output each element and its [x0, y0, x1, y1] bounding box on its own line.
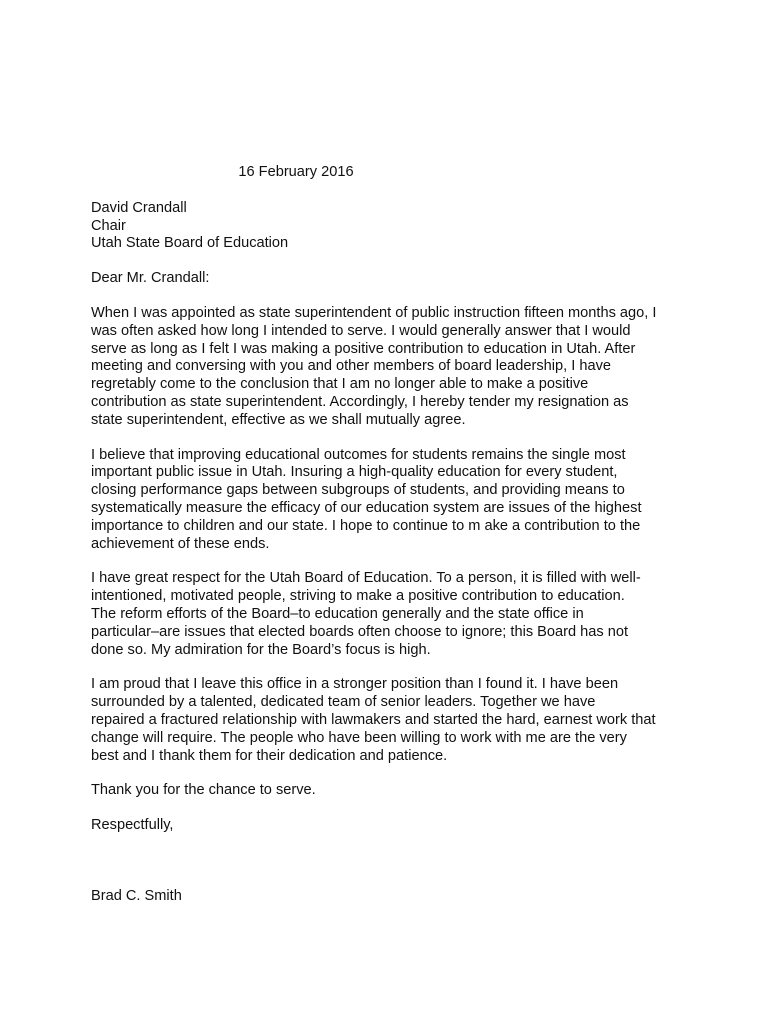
paragraph-line: closing performance gaps between subgroups of students, and providing means to [91, 482, 625, 499]
paragraph-line: intentioned, motivated people, striving to make a positive contribution to education. [91, 588, 625, 605]
paragraph-line: contribution as state superintendent. Accordingly, I hereby tender my resignation as [91, 393, 629, 410]
paragraph-line: best and I thank them for their dedication and patience. [91, 747, 448, 764]
paragraph-line: was often asked how long I intended to serve. I would generally answer that I would [91, 322, 631, 339]
recipient-block [91, 200, 691, 253]
paragraph-line: repaired a fractured relationship with lawmakers and started the hard, earnest work that [91, 711, 656, 728]
paragraph-3 [91, 570, 691, 659]
paragraph-1 [91, 305, 691, 430]
recipient-organization: Utah State Board of Education [91, 235, 289, 252]
salutation: Dear Mr. Crandall: [91, 270, 210, 287]
paragraph-line: meeting and conversing with you and other members of board leadership, I have [91, 358, 612, 375]
paragraph-line: particular–are issues that elected boards often choose to ignore; this Board has not [91, 623, 629, 640]
paragraph-4 [91, 676, 691, 765]
paragraph-line: regretably come to the conclusion that I am no longer able to make a positive [91, 376, 589, 393]
closing: Respectfully, [91, 817, 174, 834]
resignation-letter [91, 164, 691, 906]
recipient-title: Chair [91, 217, 126, 234]
paragraph-line: done so. My admiration for the Board’s focus is high. [91, 641, 431, 658]
paragraph-line: The reform efforts of the Board–to education generally and the state office in [91, 605, 584, 622]
paragraph-line: surrounded by a talented, dedicated team of senior leaders. Together we have [91, 694, 596, 711]
paragraph-line: I believe that improving educational outcomes for students remains the single most [91, 446, 626, 463]
paragraph-line: I am proud that I leave this office in a stronger position than I found it. I have been [91, 676, 619, 693]
recipient-name: David Crandall [91, 199, 187, 216]
paragraph-line: achievement of these ends. [91, 535, 270, 552]
paragraph-line: serve as long as I felt I was making a positive contribution to education in Utah. After [91, 340, 636, 357]
paragraph-line: state superintendent, effective as we shall mutually agree. [91, 411, 466, 428]
paragraph-line: When I was appointed as state superintendent of public instruction fifteen months ago, I [91, 304, 657, 321]
letter-date: 16 February 2016 [238, 164, 354, 180]
paragraph-line: I have great respect for the Utah Board of Education. To a person, it is filled with well- [91, 570, 641, 587]
paragraph-line: important public issue in Utah. Insuring a high-quality education for every student, [91, 464, 618, 481]
paragraph-line: importance to children and our state. I hope to continue to m ake a contribution to the [91, 517, 641, 534]
paragraph-2 [91, 447, 691, 554]
paragraph-line: systematically measure the efficacy of our education system are issues of the highest [91, 499, 642, 516]
thanks-line: Thank you for the chance to serve. [91, 782, 316, 799]
paragraph-line: change will require. The people who have been willing to work with me are the very [91, 729, 627, 746]
signature-name: Brad C. Smith [91, 887, 182, 904]
